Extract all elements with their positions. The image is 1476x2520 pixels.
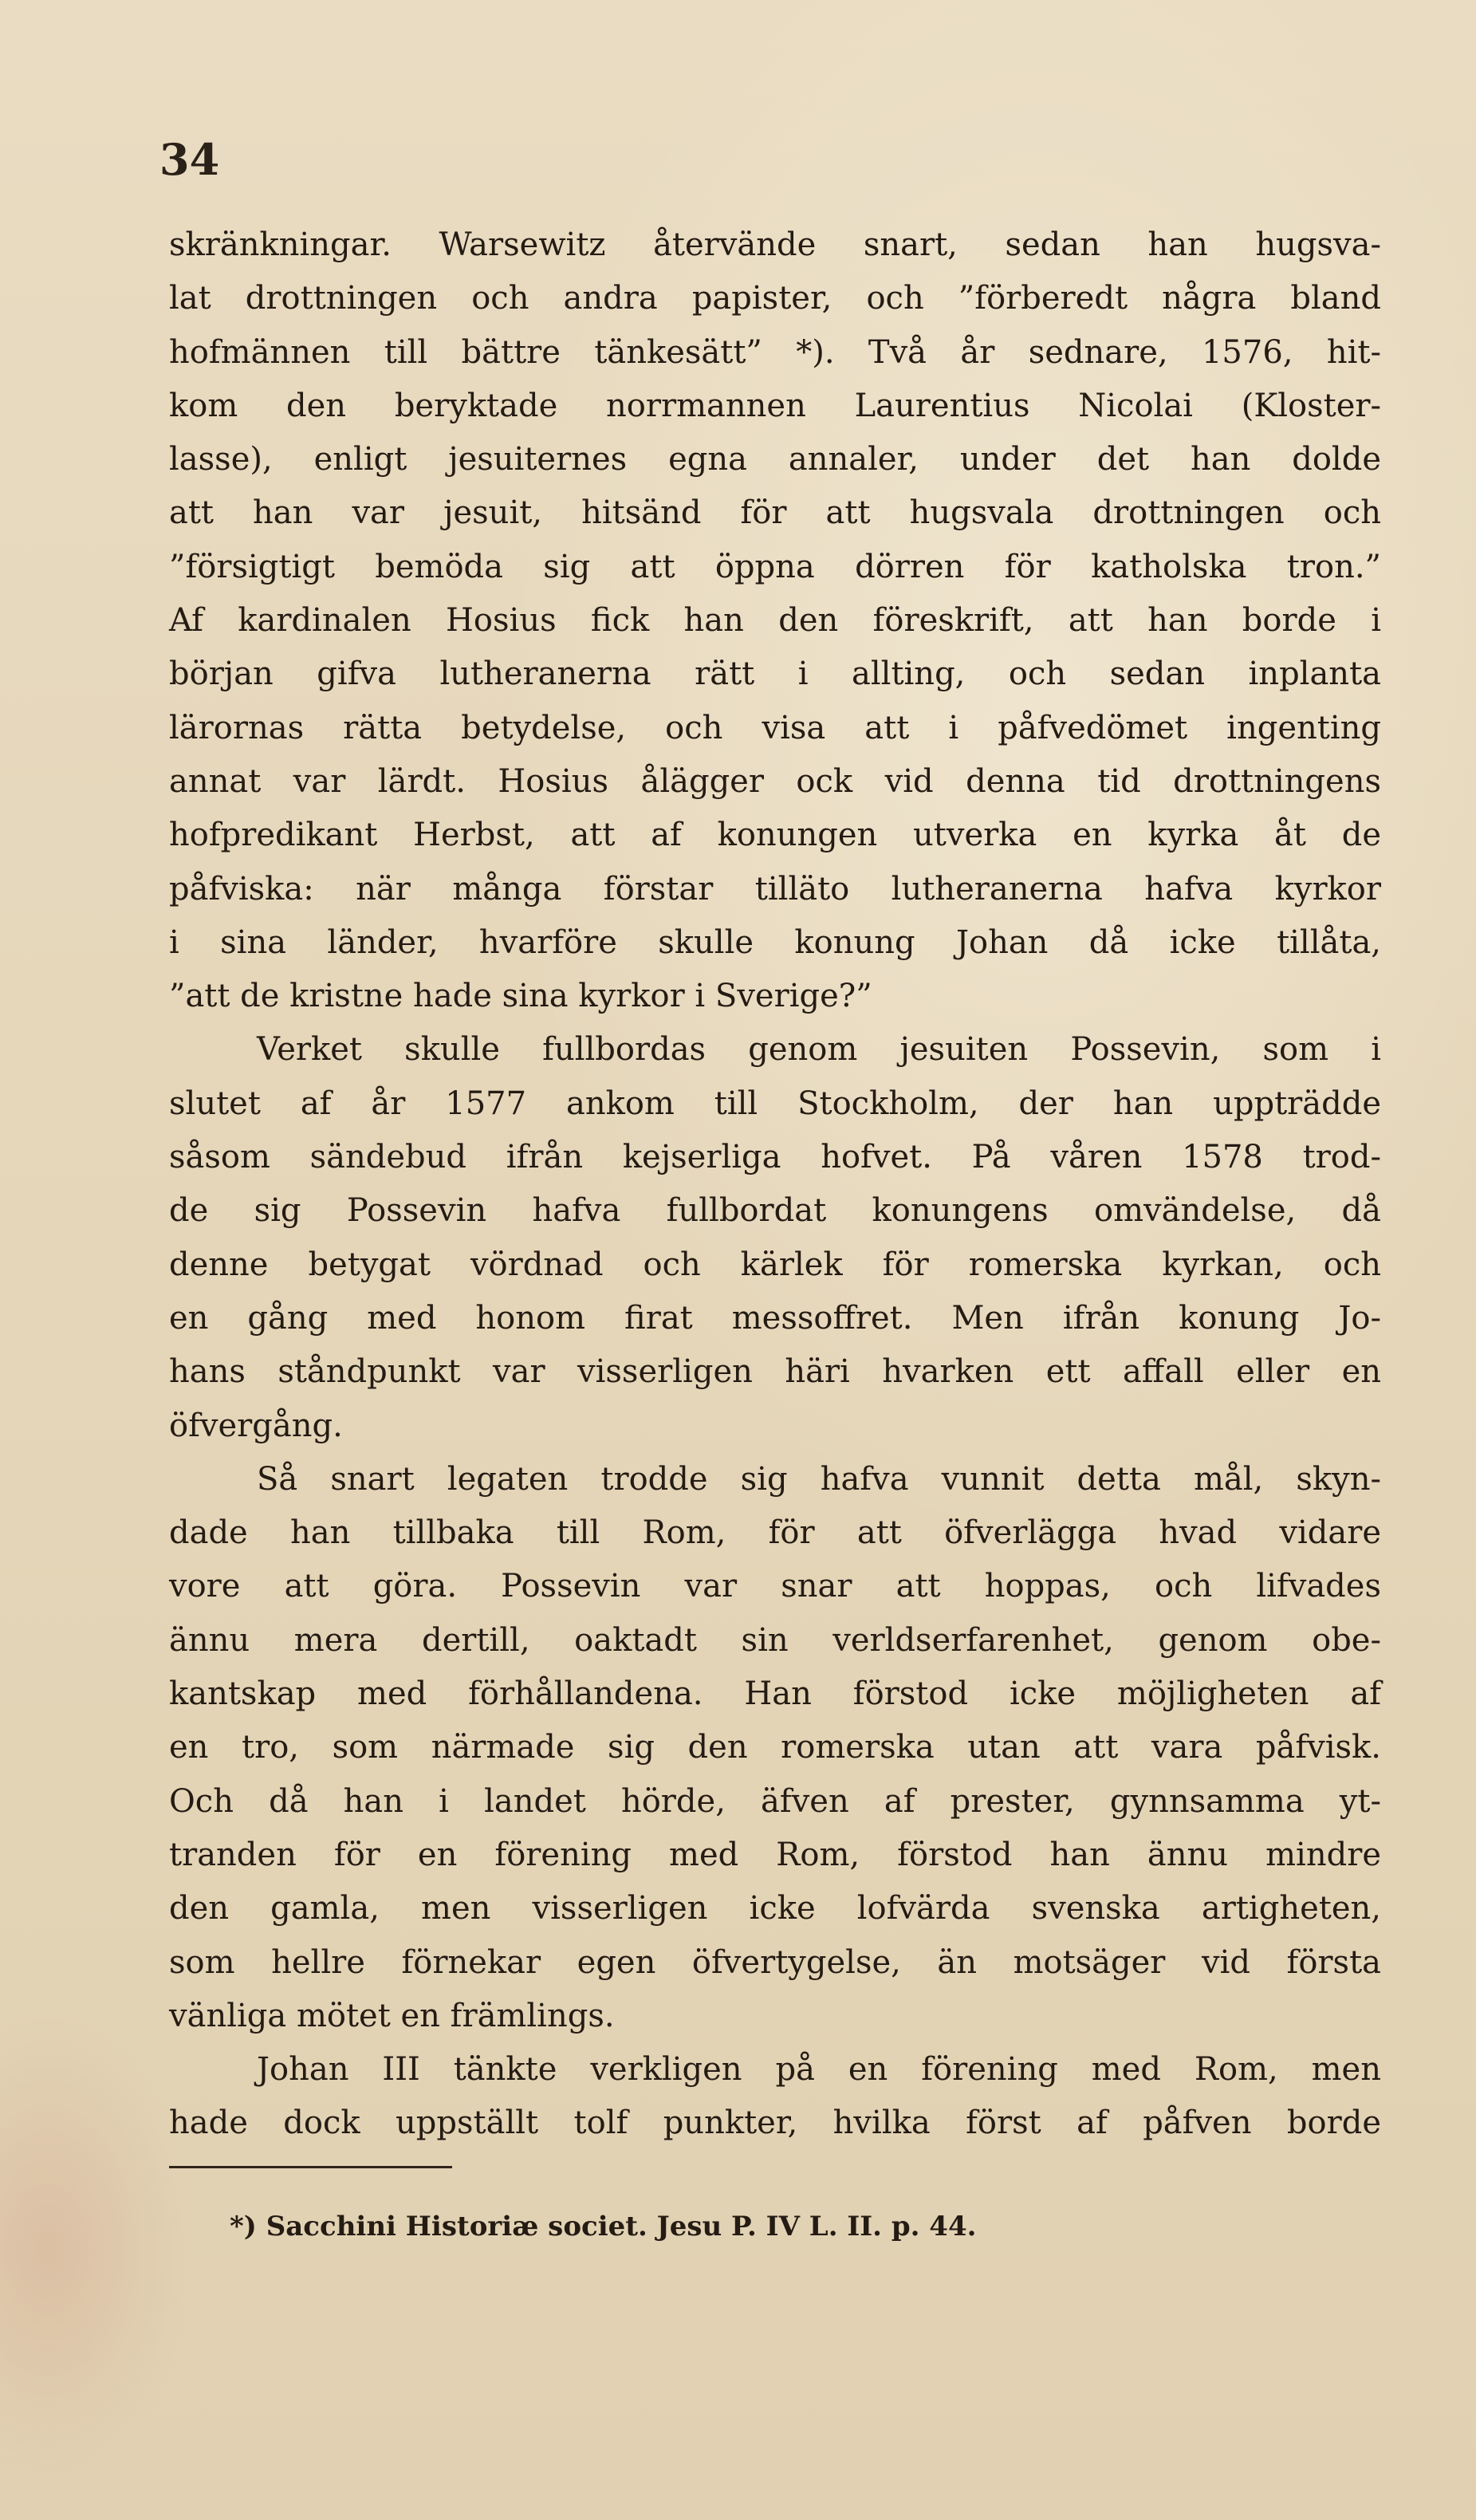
text-line: Så snart legaten trodde sig hafva vunnit detta mål, skyn- [257,1460,1381,1498]
page-number: 34 [159,134,220,185]
text-line: Och då han i landet hörde, äfven af prester, gynnsamma yt- [169,1782,1381,1820]
footnote: *) Sacchini Historiæ societ. Jesu P. IV L. II. p. 44. [230,2211,977,2242]
text-line: ”försigtigt bemöda sig att öppna dörren för katholska tron.” [169,548,1381,585]
text-line: lat drottningen och andra papister, och ”förberedt några bland [169,280,1381,317]
text-line: hade dock uppställt tolf punkter, hvilka först af påfven borde [169,2105,1381,2142]
text-line: hans ståndpunkt var visserligen häri hvarken ett affall eller en [169,1353,1381,1391]
text-line: såsom sändebud ifrån kejserliga hofvet. På våren 1578 trod- [169,1139,1381,1176]
text-line: öfvergång. [169,1407,343,1444]
text-line: början gifva lutheranerna rätt i allting, och sedan inplanta [169,656,1381,693]
text-line: en tro, som närmade sig den romerska utan att vara påfvisk. [169,1729,1381,1766]
text-line: dade han tillbaka till Rom, för att öfverlägga hvad vidare [169,1514,1381,1552]
text-line: i sina länder, hvarföre skulle konung Johan då icke tillåta, [169,923,1381,961]
text-line: Af kardinalen Hosius fick han den föreskrift, att han borde i [169,602,1381,640]
footnote-divider [169,2166,452,2168]
text-line: skränkningar. Warsewitz återvände snart, sedan han hugsva- [169,226,1381,263]
text-line: annat var lärdt. Hosius ålägger ock vid denna tid drottningens [169,762,1381,800]
text-line: ännu mera dertill, oaktadt sin verldserfarenhet, genom obe- [169,1621,1381,1659]
text-line: vore att göra. Possevin var snar att hoppas, och lifvades [169,1568,1381,1605]
body-text [169,219,1381,2151]
text-line: en gång med honom firat messoffret. Men ifrån konung Jo- [169,1299,1381,1337]
text-line: denne betygat vördnad och kärlek för romerska kyrkan, och [169,1246,1381,1283]
text-line: de sig Possevin hafva fullbordat konungens omvändelse, då [169,1192,1381,1230]
text-line: ”att de kristne hade sina kyrkor i Sverige?” [169,978,872,1015]
text-line: lärornas rätta betydelse, och visa att i påfvedömet ingenting [169,709,1381,746]
text-line: kom den beryktade norrmannen Laurentius Nicolai (Kloster- [169,387,1381,424]
text-line: hofpredikant Herbst, att af konungen utverka en kyrka åt de [169,817,1381,854]
text-line: som hellre förnekar egen öfvertygelse, än motsäger vid första [169,1943,1381,1981]
text-line: vänliga mötet en främlings. [169,1997,615,2034]
text-line: slutet af år 1577 ankom till Stockholm, der han uppträdde [169,1085,1381,1122]
text-line: tranden för en förening med Rom, förstod han ännu mindre [169,1836,1381,1873]
text-line: Verket skulle fullbordas genom jesuiten Possevin, som i [257,1031,1381,1069]
text-line: påfviska: när många förstar tilläto lutheranerna hafva kyrkor [169,870,1381,908]
text-line: att han var jesuit, hitsänd för att hugsvala drottningen och [169,494,1381,532]
text-line: Johan III tänkte verkligen på en förening med Rom, men [257,2051,1381,2089]
text-line: den gamla, men visserligen icke lofvärda svenska artigheten, [169,1890,1381,1927]
text-line: kantskap med förhållandena. Han förstod icke möjligheten af [169,1675,1381,1713]
text-line: hofmännen till bättre tänkesätt” *). Två år sednare, 1576, hit- [169,333,1381,371]
text-line: lasse), enligt jesuiternes egna annaler, under det han dolde [169,441,1381,478]
